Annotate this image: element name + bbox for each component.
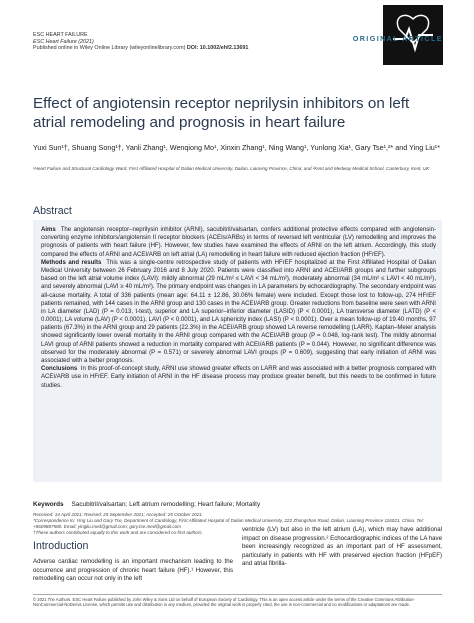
aims-text: The angiotensin receptor–neprilysin inhibitor (ARNI), sacubitril/valsartan, confers additional protective effects compared with angiotensin-converting enzyme inhibitors/angiotensin II receptor blockers (ACEIs/ARBs) in terms of reversed left ventricular (LV) remodelling and improves the prognosis of patients with heart failure (HF). However, few studies have examined the effects of ARNI on the left atrium. Accordingly, this study compared the effects of ARNI and ACEI/ARB on left atrial (LA) remodelling in heart failure with reduced ejection fraction (HFrEF). — [41, 227, 436, 258]
equal-contribution-note: †These authors contributed equally to this work and are considered co-first authors. — [33, 530, 203, 536]
journal-issue: ESC Heart Failure (2021) — [33, 38, 94, 45]
doi-link[interactable]: DOI: 10.1002/ehf2.13691 — [186, 45, 249, 52]
article-type-label: ORIGINAL ARTICLE — [352, 34, 443, 43]
journal-name: ESC HEART FAILURE — [33, 32, 88, 38]
published-online: Published online in Wiley Online Library (wileyonlinelibrary.com) — [33, 45, 186, 52]
article-title: Effect of angiotensin receptor neprilysin inhibitors on left atrial remodeling and prognosis in heart failure — [33, 95, 410, 131]
author-list: Yuxi Sun¹†, Shuang Song¹†, Yanli Zhang¹, Wenqiong Mo¹, Xinxin Zhang¹, Ning Wang¹, Yunlong Xia¹, Gary Tse¹,²* and Ying Liu¹* — [33, 143, 440, 152]
correspondence: *Correspondence to: Ying Liu and Gary Tse, Department of Cardiology, First Affiliated Hospital of Dalian Medical University, 222 Zhongshan Road, Dalian, Liaoning Province 116021, China. Tel: +8609887580. Email: yingliu.med@gmail.com; gary.tse.med@gmail.com — [33, 518, 424, 530]
aims-label: Aims — [41, 227, 56, 233]
introduction-heading: Introduction — [33, 540, 89, 552]
abstract-heading: Abstract — [33, 205, 72, 217]
abstract-text — [41, 226, 436, 390]
conclusions-label: Conclusions — [41, 366, 78, 373]
footer-rule — [33, 594, 442, 595]
intro-column-right: ventricle (LV) but also in the left atrium (LA), which may have additional impact on disease progression.² Echocardiographic indices of the LA have been increasingly recognized as an important part of HF assessment, particularly in patients with HF with preserved ejection fraction (HFpEF) and atrial fibrilla- — [242, 526, 442, 568]
affiliations: ¹Heart Failure and Structural Cardiology Ward, First Affiliated Hospital of Dalian Medical University, Dalian, Liaoning Province, China; and ²Kent and Medway Medical School, Canterbury, Kent, UK — [33, 166, 430, 171]
methods-text: This was a single-centre retrospective study of patients with HFrEF hospitalized at the First Affiliated Hospital of Dalian Medical University between 26 February 2016 and 8 July 2020. Patients were classified into ARNI and ACEI/ARB groups and further subgroups based on the left atrial volume index (LAVI): mildly abnormal (29 mL/m² ≤ LAVI < 34 mL/m²), moderately abnormal (34 mL/m² ≤ LAVI < 40 mL/m²), and severely abnormal (LAVI ≥ 40 mL/m²). The primary endpoint was changes in LA parameters by echocardiography. The secondary endpoint was all-cause mortality. A total of 336 patients (mean age: 64.11 ± 12.86, 30.06% female) were included. Except those lost to follow-up, 274 HFrEF patients remained, with 144 cases in the ARNI group and 130 cases in the ACEI/ARB group. Greater reductions from baseline were seen with ARNI in LA diameter (LAD) (P = 0.013, t-test), superior and LA superior–inferior diameter (LASID) (P < 0.0001), LA transverse diameter (LATD) (P < 0.0001), LA volume (LAV) (P < 0.0001), LAVI (P < 0.0001), and LA sphericity index (LASI) (P < 0.0001). Over a mean follow-up of 19.40 months, 97 patients (67.3%) in the ARNI group and 29 patients (22.3%) in the ACEI/ARB group showed LA reverse remodelling (LARR). Kaplan–Meier analysis showed significantly lower overall mortality in the ARNI group compared with the ACEI/ARB group (P = 0.048, log-rank test). The mildly abnormal LAVI group of ARNI patients showed a reduction in mortality compared with ACEI/ARB patients (P = 0.044). However, no significant difference was observed for the moderately abnormal (P = 0.571) or severely abnormal LAVI groups (P = 0.609), suggesting that early initiation of ARNI was associated with a better prognosis. — [41, 259, 436, 364]
received-dates: Received: 14 April 2021; Revised: 25 September 2021; Accepted: 25 October 2021 — [33, 512, 202, 517]
publication-line — [33, 45, 333, 52]
conclusions-text: In this proof-of-concept study, ARNI use showed greater effects on LARR and was associated with a better prognosis compared with ACEI/ARB use in HFrEF. Early initiation of ARNI in the HF disease process may produce greater benefit, but this needs to be confirmed in future studies. — [41, 366, 436, 389]
keywords-line — [33, 501, 453, 508]
intro-column-left: Adverse cardiac remodelling is an important mechanism leading to the occurrence and progression of chronic heart failure (HF).¹ However, this remodelling can occur not only in the left — [33, 558, 233, 583]
license-footer: © 2021 The Authors. ESC Heart Failure published by John Wiley & Sons Ltd on behalf of European Society of Cardiology. This is an open access article under the terms of the Creative Commons Attribution-NonCommercial-NoDerivs License, which permits use and distribution in any medium, provided the original work is properly cited, the use is non-commercial and no modifications or adaptations are made. — [33, 597, 415, 608]
keywords-label: Keywords — [33, 501, 64, 508]
methods-label: Methods and results — [41, 259, 102, 266]
keywords-text: Sacubitril/valsartan; Left atrium remodelling; Heart failure; Mortality — [71, 501, 261, 508]
journal-header — [33, 32, 333, 52]
